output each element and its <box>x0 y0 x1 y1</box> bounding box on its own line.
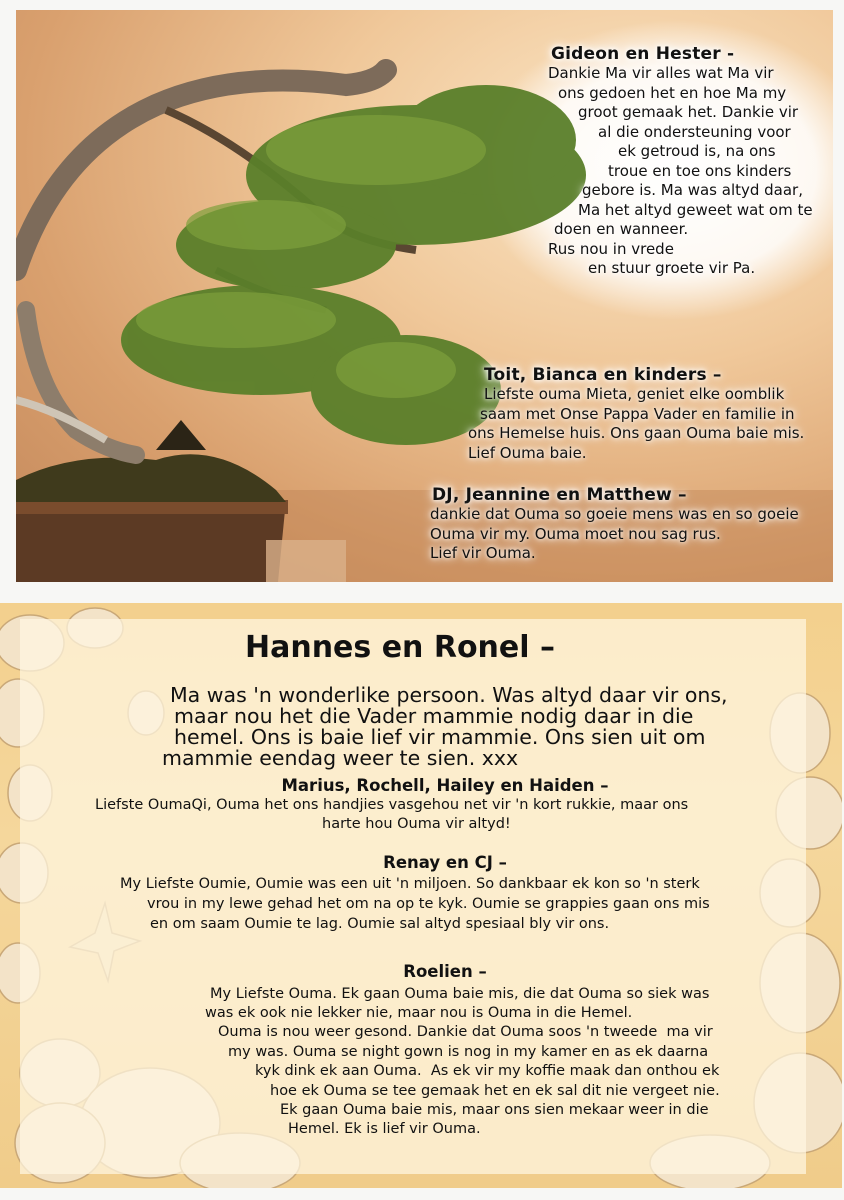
message-line: gebore is. Ma was altyd daar, <box>582 181 803 199</box>
intro-line: maar nou het die Vader mammie nodig daar in die <box>174 704 694 728</box>
message-author: DJ, Jeannine en Matthew – <box>432 485 687 505</box>
message-author: Toit, Bianca en kinders – <box>484 365 722 385</box>
message-line: Ouma is nou weer gesond. Dankie dat Ouma soos 'n tweede ma vir <box>218 1024 713 1040</box>
heading-marius-family: Marius, Rochell, Hailey en Haiden – <box>281 776 609 795</box>
message-line: My Liefste Oumie, Oumie was een uit 'n miljoen. So dankbaar ek kon so 'n sterk <box>120 876 700 892</box>
message-line: harte hou Ouma vir altyd! <box>322 816 511 832</box>
seashell-panel <box>0 603 842 1188</box>
message-dj-jeannine <box>430 485 799 564</box>
heading-hannes-ronel: Hannes en Ronel – <box>244 630 555 665</box>
message-line: kyk dink ek aan Ouma. As ek vir my koffie maak dan onthou ek <box>255 1063 720 1079</box>
message-line: Lief vir Ouma. <box>430 544 536 562</box>
bonsai-panel <box>16 10 833 582</box>
heading-renay-cj: Renay en CJ – <box>383 853 507 872</box>
message-line: Liefste OumaQi, Ouma het ons handjies vasgehou net vir 'n kort rukkie, maar ons <box>95 797 689 813</box>
message-line: Ek gaan Ouma baie mis, maar ons sien mekaar weer in die <box>280 1102 709 1118</box>
message-line: Ouma vir my. Ouma moet nou sag rus. <box>430 524 721 543</box>
message-line: al die ondersteuning voor <box>598 122 791 141</box>
intro-line: hemel. Ons is baie lief vir mammie. Ons sien uit om <box>174 725 706 749</box>
message-line: was ek ook nie lekker nie, maar nou is Ouma in die Hemel. <box>205 1005 633 1021</box>
intro-line: Ma was 'n wonderlike persoon. Was altyd daar vir ons, <box>170 683 728 707</box>
message-line: saam met Onse Pappa Vader en familie in <box>480 404 795 423</box>
heading-roelien: Roelien – <box>403 962 487 981</box>
message-line: troue en toe ons kinders <box>608 161 792 180</box>
message-line: vrou in my lewe gehad het om na op te kyk. Oumie se grappies gaan ons mis <box>147 896 710 912</box>
message-line: ek getroud is, na ons <box>618 142 776 160</box>
message-line: dankie dat Ouma so goeie mens was en so goeie <box>430 505 799 523</box>
message-line: Liefste ouma Mieta, geniet elke oomblik <box>484 385 785 403</box>
message-line: my was. Ouma se night gown is nog in my kamer en as ek daarna <box>228 1044 709 1060</box>
message-line: doen en wanneer. <box>554 220 689 238</box>
message-line: en stuur groete vir Pa. <box>588 259 756 277</box>
message-line: en om saam Oumie te lag. Oumie sal altyd spesiaal bly vir ons. <box>150 916 610 932</box>
message-line: Hemel. Ek is lief vir Ouma. <box>288 1121 481 1137</box>
message-line: ons gedoen het en hoe Ma my <box>558 83 787 102</box>
message-line: hoe ek Ouma se tee gemaak het en ek sal dit nie vergeet nie. <box>270 1083 720 1099</box>
message-line: Lief Ouma baie. <box>468 443 587 462</box>
message-line: My Liefste Ouma. Ek gaan Ouma baie mis, die dat Ouma so siek was <box>210 986 710 1002</box>
intro-line: mammie eendag weer te sien. xxx <box>162 746 519 770</box>
message-line: ons Hemelse huis. Ons gaan Ouma baie mis. <box>468 424 805 442</box>
message-line: Ma het altyd geweet wat om te <box>578 200 813 219</box>
message-line: Rus nou in vrede <box>548 239 674 258</box>
message-gideon-hester <box>548 44 813 279</box>
message-author: Gideon en Hester - <box>551 44 735 64</box>
message-line: Dankie Ma vir alles wat Ma vir <box>548 64 774 82</box>
message-toit-bianca <box>468 365 804 463</box>
message-line: groot gemaak het. Dankie vir <box>578 103 799 121</box>
